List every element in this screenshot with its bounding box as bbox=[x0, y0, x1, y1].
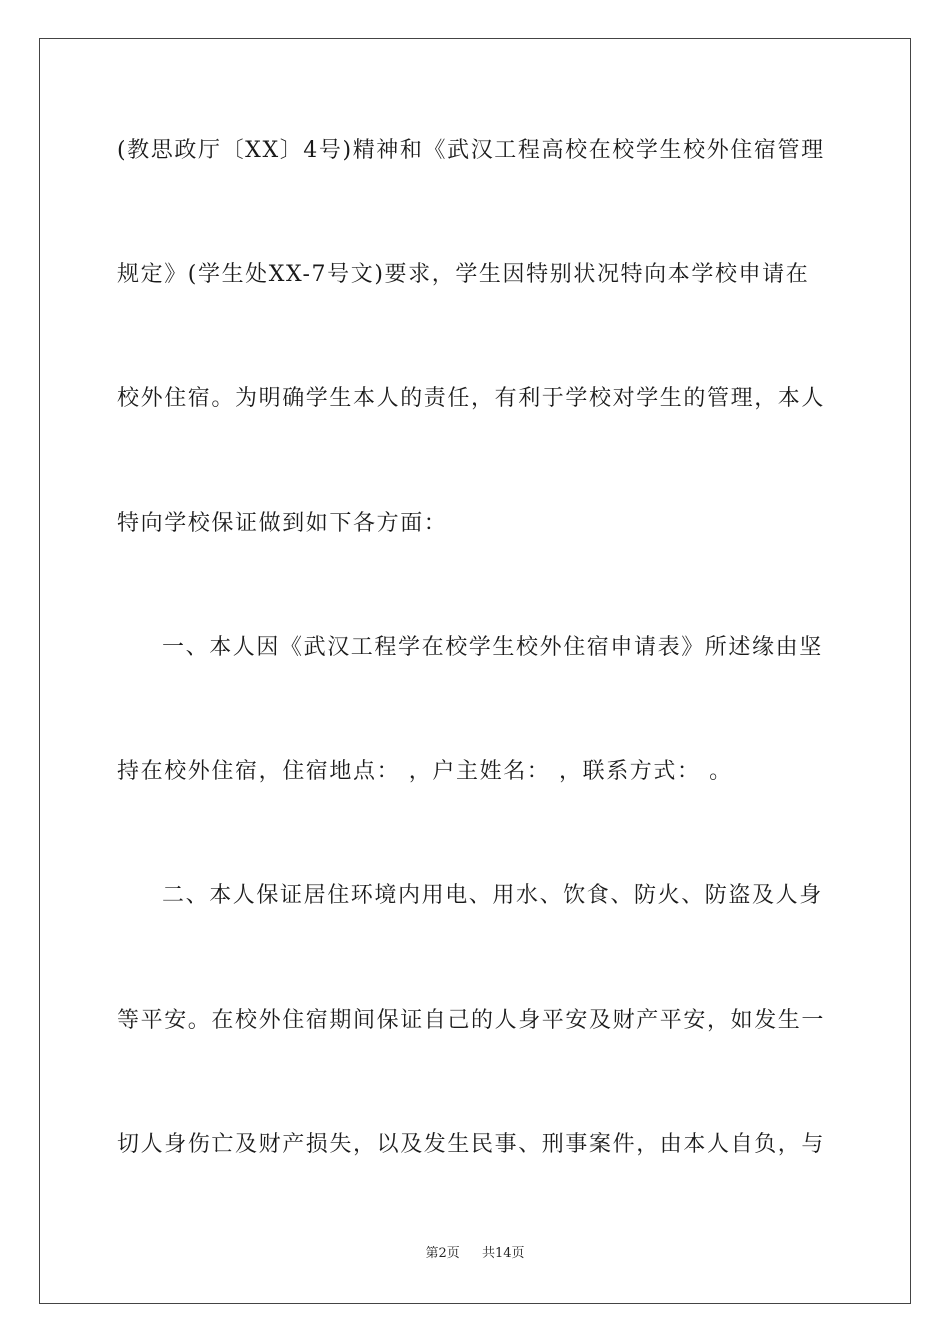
page-footer bbox=[0, 1245, 950, 1263]
body-text-line: 校外住宿。为明确学生本人的责任，有利于学校对学生的管理，本人 bbox=[117, 386, 826, 411]
page-border bbox=[39, 38, 911, 1304]
body-text-line: (教思政厅〔XX〕4号)精神和《武汉工程高校在校学生校外住宿管理 bbox=[117, 138, 825, 163]
body-text-line: 切人身伤亡及财产损失，以及发生民事、刑事案件，由本人自负，与 bbox=[117, 1132, 826, 1157]
total-pages: 共14页 bbox=[482, 1246, 525, 1261]
body-text-line: 特向学校保证做到如下各方面： bbox=[117, 511, 448, 536]
body-text-line: 规定》(学生处XX-7号文)要求，学生因特别状况特向本学校申请在 bbox=[117, 262, 810, 287]
body-text-line: 持在校外住宿，住宿地点： ，户主姓名： ，联系方式： 。 bbox=[117, 759, 733, 784]
paragraph-first-line: 一、本人因《武汉工程学在校学生校外住宿申请表》所述缘由坚 bbox=[162, 635, 823, 660]
paragraph-first-line: 二、本人保证居住环境内用电、用水、饮食、防火、防盗及人身 bbox=[162, 883, 823, 908]
body-text-line: 等平安。在校外住宿期间保证自己的人身平安及财产平安，如发生一 bbox=[117, 1008, 826, 1033]
page-number: 第2页 bbox=[425, 1246, 460, 1261]
